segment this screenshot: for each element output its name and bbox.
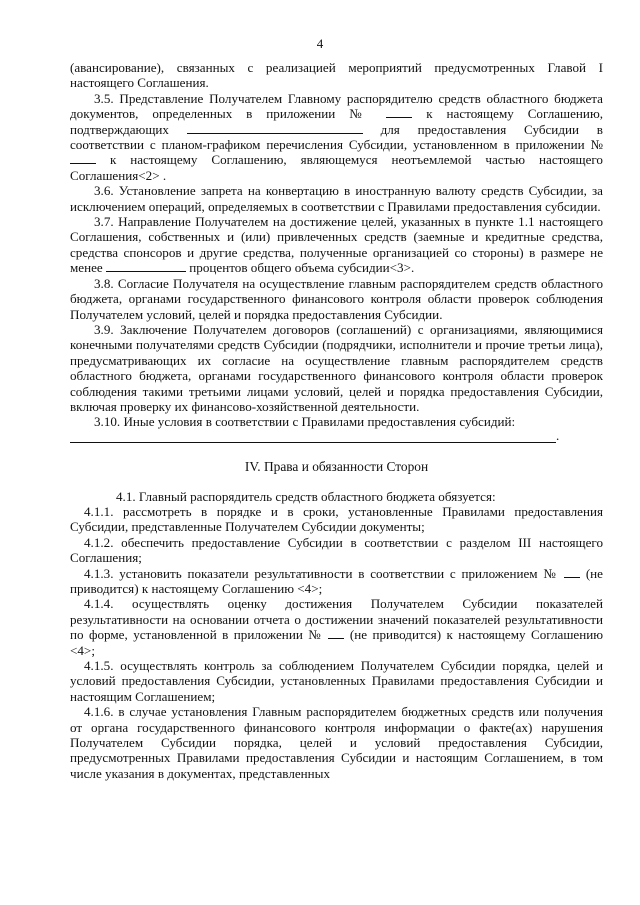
section-title: IV. Права и обязанности Сторон [244, 459, 429, 475]
clause-3-5-part-c: для предоставления Субсидии в соответствии с планом-графиком перечисления Субсидии, установленном в приложении № [70, 121, 603, 153]
clause-3-10-fill-line [70, 428, 603, 443]
clause-4-1-3-part-a: 4.1.3. установить показатели результативности в соответствии с приложением № [84, 565, 559, 581]
clause-3-7-part-b: процентов общего объема субсидии<3>. [189, 260, 415, 276]
clause-3-5-part-d: к настоящему Соглашению, являющемуся неотъемлемой частью настоящего Соглашения<2> . [70, 152, 603, 183]
blank-line [328, 627, 344, 639]
clause-3-8: 3.8. Согласие Получателя на осуществление главным распорядителем средств областного бюджета, органами государственного финансового контроля области проверок соблюдения Получателем условий, целей и порядка предоставления Субсидии. [70, 275, 603, 322]
clause-4-1-4-part-a: 4.1.4. осуществлять оценку достижения Получателем Субсидии показателей результативности на основании отчета о достижении значений показателей результативности по форме, установленной в приложении № [70, 596, 603, 643]
clause-4-1-6: 4.1.6. в случае установления Главным распорядителем бюджетных средств или получения от органа государственного финансового контроля информации о факте(ах) нарушения Получателем Субсидии порядка, целей и условий предоставления Субсидии, предусмотренных Правилами предоставления Субсидии и настоящим Соглашением, в том числе указания в документах, представленных [70, 704, 603, 781]
clause-4-1-1: 4.1.1. рассмотреть в порядке и в сроки, установленные Правилами предоставления Субсидии, представленные Получателем Субсидии документы; [70, 503, 603, 535]
paragraph-continuation: (авансирование), связанных с реализацией мероприятий предусмотренных Главой I настоящего Соглашения. [70, 60, 603, 91]
clause-4-1-4-part-b: (не приводится) к настоящему Соглашению <4>; [70, 627, 604, 658]
clause-4-1-5: 4.1.5. осуществлять контроль за соблюдением Получателем Субсидии порядка, целей и условий предоставления Субсидии, установленных Правилами предоставления Субсидии и настоящим Соглашением; [70, 658, 603, 704]
clause-3-5-part-a: 3.5. Представление Получателем Главному распорядителю средств областного бюджета документов, определенных в приложении № [70, 90, 603, 122]
blank-line [564, 566, 580, 578]
page-number: 4 [316, 36, 324, 51]
clause-3-9: 3.9. Заключение Получателем договоров (соглашений) с организациями, являющимися конечными получателями средств Субсидии (подрядчики, исполнители и прочие третьи лица), предусматривающих их согласие на осуществление главным распорядителем средств областного бюджета, органами государственного финансового контроля области проверок соблюдения такими третьими лицами условий, целей и порядка предоставления Субсидии, включая проверку их финансово-хозяйственной деятельности. [70, 321, 603, 414]
clause-4-1-3-part-b: (не приводится) к настоящему Соглашению <4>; [70, 565, 603, 596]
clause-3-7 [70, 214, 603, 276]
clause-4-1-4 [70, 596, 603, 658]
blank-line [106, 260, 186, 272]
clause-4-1: 4.1. Главный распорядитель средств областного бюджета обязуется: [116, 488, 496, 504]
clause-3-10: 3.10. Иные условия в соответствии с Правилами предоставления субсидий: [94, 414, 516, 430]
blank-line [386, 106, 412, 118]
blank-line [70, 152, 96, 164]
clause-3-7-part-a: 3.7. Направление Получателем на достижение целей, указанных в пункте 1.1 настоящего Соглашения, собственных и (или) привлеченных средств (заемные и кредитные средства, средства спонсоров и другие средства, полученные организацией со стороны) в размере не менее [70, 214, 603, 276]
clause-3-5 [70, 91, 603, 183]
document-body [70, 60, 603, 781]
clause-4-1-2: 4.1.2. обеспечить предоставление Субсидии в соответствии с разделом III настоящего Соглашения; [70, 534, 603, 566]
blank-line [70, 442, 556, 443]
blank-line [187, 122, 363, 134]
clause-3-6: 3.6. Установление запрета на конвертацию в иностранную валюту средств Субсидии, за исключением операций, определяемых в соответствии с Правилами предоставления субсидии. [70, 183, 603, 214]
clause-4-1-3 [70, 566, 603, 597]
clause-3-10-end: . [556, 427, 560, 443]
clause-3-5-part-b: к настоящему Соглашению, подтверждающих [70, 106, 603, 137]
